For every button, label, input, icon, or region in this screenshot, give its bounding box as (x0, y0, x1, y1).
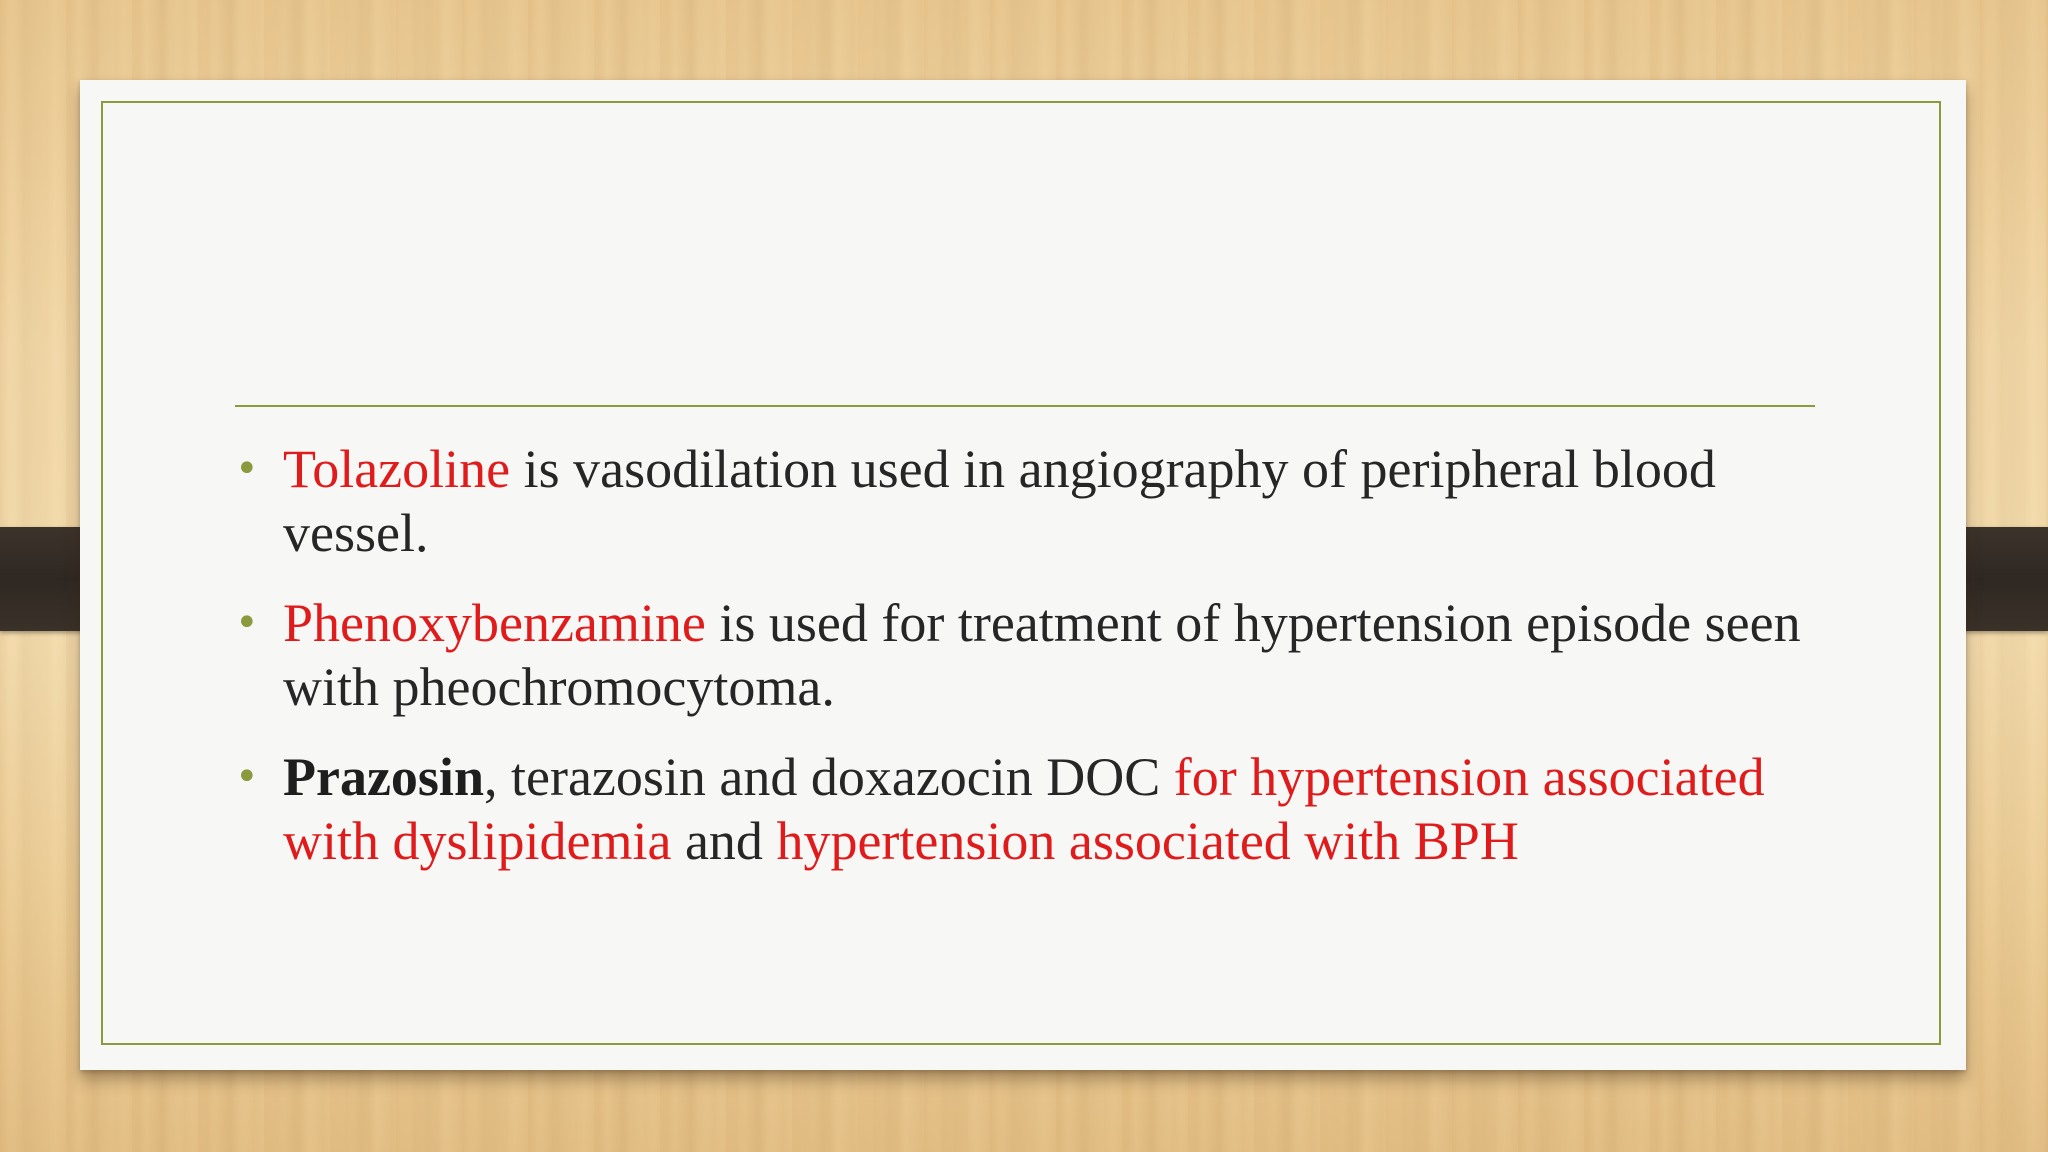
drug-name-phenoxybenzamine: Phenoxybenzamine (283, 593, 706, 653)
bullet-text: is used for treatment of hypertension episode seen with pheochromocytoma. (283, 593, 1801, 717)
slide-card (80, 80, 1966, 1070)
bullet-dot-icon: • (235, 446, 259, 492)
bullet-item-phenoxybenzamine (235, 591, 1855, 719)
drug-name-prazosin: Prazosin (283, 747, 484, 807)
bullet-list (235, 437, 1855, 899)
bullet-item-tolazoline (235, 437, 1855, 565)
bullet-dot-icon: • (235, 600, 259, 646)
title-divider-line (235, 405, 1815, 407)
bullet-text: , terazosin and doxazocin DOC (483, 747, 1174, 807)
bullet-text: and (671, 811, 777, 871)
drug-name-tolazoline: Tolazoline (283, 439, 511, 499)
bullet-text: is vasodilation used in angiography of peripheral blood vessel. (283, 439, 1716, 563)
bullet-item-prazosin (235, 745, 1855, 873)
indication-bph: hypertension associated with BPH (776, 811, 1519, 871)
bullet-dot-icon: • (235, 754, 259, 800)
indication-dyslipidemia: for hypertension associated with dyslipidemia (283, 747, 1765, 871)
